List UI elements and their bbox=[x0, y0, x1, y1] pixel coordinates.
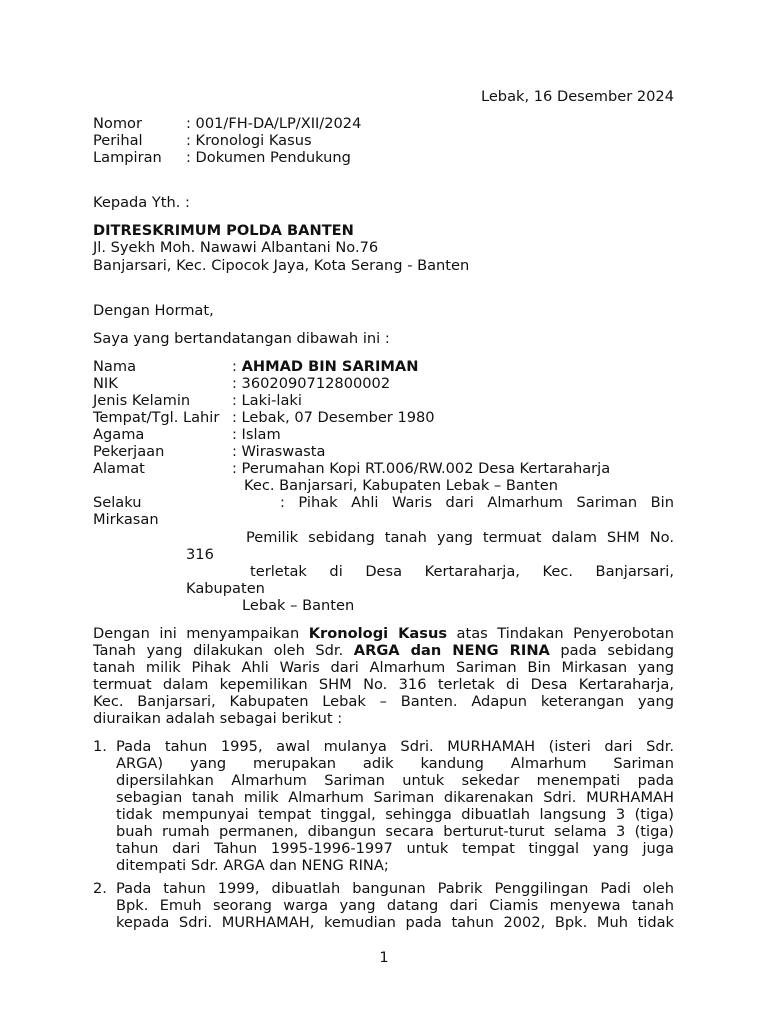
list-line: ditempati Sdr. ARGA dan NENG RINA; bbox=[116, 857, 389, 874]
identity-value: : 3602090712800002 bbox=[232, 375, 391, 392]
letter-date: Lebak, 16 Desember 2024 bbox=[480, 88, 674, 105]
list-line: Bpk. Emuh seorang warga yang datang dari Ciamis menyewa tanah bbox=[116, 897, 674, 914]
list-number: 2. bbox=[93, 880, 107, 897]
recipient-name: DITRESKRIMUM POLDA BANTEN bbox=[93, 222, 354, 239]
identity-value: : Lebak, 07 Desember 1980 bbox=[232, 409, 435, 426]
identity-key: Nama bbox=[93, 358, 137, 375]
identity-key: Alamat bbox=[93, 460, 145, 477]
identity-colon: : bbox=[232, 358, 242, 375]
body-text: Tanah yang dilakukan oleh Sdr. bbox=[93, 642, 354, 659]
list-line: tidak mempunyai tempat tinggal, sehingga dibuatlah langsung 3 (tiga) bbox=[116, 806, 674, 823]
selaku-key: Selaku bbox=[93, 494, 142, 511]
owner-line-cont: 316 bbox=[186, 546, 214, 563]
body-line bbox=[93, 642, 674, 659]
recipient-intro: Kepada Yth. : bbox=[93, 194, 190, 211]
identity-value: : Islam bbox=[232, 426, 281, 443]
list-line: buah rumah permanen, dibangun secara berturut-turut selama 3 (tiga) bbox=[116, 823, 674, 840]
identity-key: Tempat/Tgl. Lahir bbox=[93, 409, 220, 426]
selaku-value-cont: Mirkasan bbox=[93, 511, 159, 528]
body-line: diuraikan adalah sebagai berikut : bbox=[93, 710, 343, 727]
location-line-cont: Kabupaten bbox=[186, 580, 265, 597]
meta-key: Nomor bbox=[93, 115, 142, 132]
meta-key: Lampiran bbox=[93, 149, 162, 166]
meta-value: : Kronologi Kasus bbox=[186, 132, 312, 149]
undersigned-intro: Saya yang bertandatangan dibawah ini : bbox=[93, 330, 390, 347]
identity-value: : Wiraswasta bbox=[232, 443, 326, 460]
body-text: pada sebidang bbox=[549, 642, 674, 659]
list-line: kepada Sdri. MURHAMAH, kemudian pada tahun 2002, Bpk. Muh tidak bbox=[116, 914, 674, 931]
meta-value: : Dokumen Pendukung bbox=[186, 149, 351, 166]
address-continuation: Kec. Banjarsari, Kabupaten Lebak – Banten bbox=[244, 477, 559, 494]
body-line: termuat dalam kepemilikan SHM No. 316 terletak di Desa Kertaraharja, bbox=[93, 676, 674, 693]
body-line bbox=[93, 625, 674, 642]
recipient-address-line: Banjarsari, Kec. Cipocok Jaya, Kota Serang - Banten bbox=[93, 257, 470, 274]
body-line: Kec. Banjarsari, Kabupaten Lebak – Banten. Adapun keterangan yang bbox=[93, 693, 674, 710]
list-line: ARGA) yang merupakan adik kandung Almarhum Sariman bbox=[116, 755, 674, 772]
list-line: Pada tahun 1995, awal mulanya Sdri. MURHAMAH (isteri dari Sdr. bbox=[116, 738, 674, 755]
page-number: 1 bbox=[379, 949, 389, 966]
body-text: atas Tindakan Penyerobotan bbox=[447, 625, 674, 642]
list-line: dipersilahkan Almarhum Sariman untuk sekedar menempati pada bbox=[116, 772, 674, 789]
recipient-address-line: Jl. Syekh Moh. Nawawi Albantani No.76 bbox=[93, 239, 379, 256]
body-text: Dengan ini menyampaikan bbox=[93, 625, 309, 642]
list-line: tahun dari Tahun 1995-1996-1997 untuk tempat tinggal yang juga bbox=[116, 840, 674, 857]
identity-key: Agama bbox=[93, 426, 145, 443]
meta-key: Perihal bbox=[93, 132, 143, 149]
body-bold: ARGA dan NENG RINA bbox=[353, 642, 550, 659]
meta-value: : 001/FH-DA/LP/XII/2024 bbox=[186, 115, 362, 132]
identity-key: Pekerjaan bbox=[93, 443, 165, 460]
list-line: sebagian tanah milik Almarhum Sariman dikarenakan Sdri. MURHAMAH bbox=[116, 789, 674, 806]
greeting: Dengan Hormat, bbox=[93, 302, 214, 319]
selaku-value: : Pihak Ahli Waris dari Almarhum Sariman Bin bbox=[280, 494, 674, 511]
location-line: terletak di Desa Kertaraharja, Kec. Banjarsari, bbox=[250, 563, 674, 580]
owner-line: Pemilik sebidang tanah yang termuat dalam SHM No. bbox=[246, 529, 674, 546]
identity-value bbox=[232, 358, 418, 375]
identity-key: Jenis Kelamin bbox=[93, 392, 191, 409]
list-number: 1. bbox=[93, 738, 107, 755]
body-bold: Kronologi Kasus bbox=[308, 625, 448, 642]
identity-name-bold: AHMAD BIN SARIMAN bbox=[241, 358, 419, 375]
location-line-cont: Lebak – Banten bbox=[242, 597, 355, 614]
identity-value: : Perumahan Kopi RT.006/RW.002 Desa Kertaraharja bbox=[232, 460, 611, 477]
identity-value: : Laki-laki bbox=[232, 392, 302, 409]
identity-key: NIK bbox=[93, 375, 118, 392]
list-line: Pada tahun 1999, dibuatlah bangunan Pabrik Penggilingan Padi oleh bbox=[116, 880, 674, 897]
body-line: tanah milik Pihak Ahli Waris dari Almarhum Sariman Bin Mirkasan yang bbox=[93, 659, 674, 676]
